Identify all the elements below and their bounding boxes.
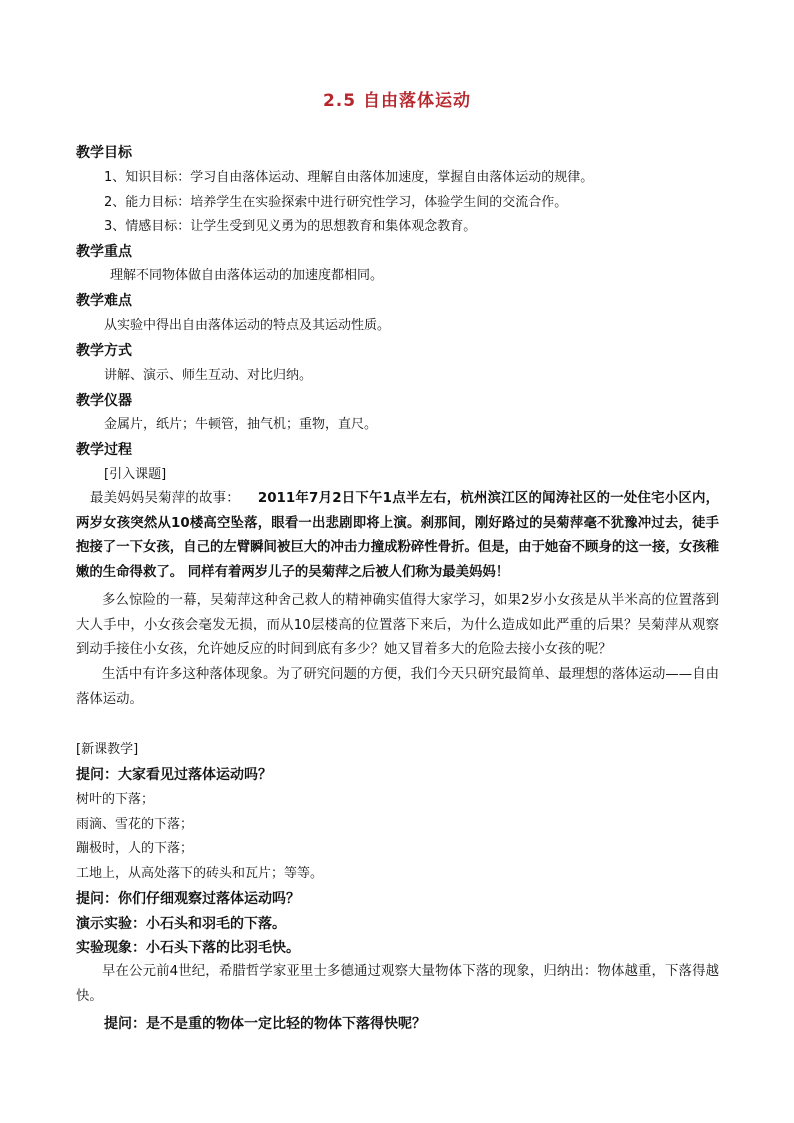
goal-item-emotion: 3、情感目标：让学生受到见义勇为的思想教育和集体观念教育。 xyxy=(104,219,477,234)
goal-item-ability: 2、能力目标：培养学生在实验探索中进行研究性学习，体验学生间的交流合作。 xyxy=(104,195,568,210)
intro-summary-paragraph: 生活中有许多这种落体现象。为了研究问题的方便，我们今天只研究最简单、最理想的落体运动——自由落体运动。 xyxy=(76,667,719,707)
experiment-phenomenon: 实验现象：小石头下落的比羽毛快。 xyxy=(76,940,300,956)
key-point-text: 理解不同物体做自由落体运动的加速度都相同。 xyxy=(110,268,384,283)
goals-heading: 教学目标 xyxy=(76,145,132,161)
page-title: 2.5 自由落体运动 xyxy=(322,91,472,111)
instruments-heading: 教学仪器 xyxy=(76,393,132,409)
story-bold: 2011年7月2日下午1点半左右，杭州滨江区的闻涛社区的一处住宅小区内，两岁女孩突然从10楼高空坠落，眼看一出悲剧即将上演。刹那间，刚好路过的吴菊萍毫不犹豫冲过去，徒手抱接了一下女孩，自己的左臂瞬间被巨大的冲击力撞成粉碎性骨折。但是，由于她奋不顾身的这一接，女孩稚嫩的生命得救了。 同样有着两岁儿子的吴菊萍之后被人们称为最美妈妈！ xyxy=(76,491,720,580)
example-leaves: 树叶的下落； xyxy=(76,792,155,807)
method-heading: 教学方式 xyxy=(76,343,132,359)
reflection-paragraph: 多么惊险的一幕，吴菊萍这种舍己救人的精神确实值得大家学习，如果2岁小女孩是从半米高的位置落到大人手中，小女孩会毫发无损，而从10层楼高的位置落下来后，为什么造成如此严重的后果？吴菊萍从观察到动手接住小女孩，允许她反应的时间到底有多少？她又冒着多大的危险去接小女孩的呢？ xyxy=(76,593,719,657)
instruments-text: 金属片，纸片；牛顿管，抽气机；重物，直尺。 xyxy=(104,417,378,432)
new-lesson-tag: [新课教学] xyxy=(76,742,139,757)
example-rain-snow: 雨滴、雪花的下落； xyxy=(76,817,194,832)
example-bricks: 工地上，从高处落下的砖头和瓦片；等等。 xyxy=(76,866,324,881)
demo-experiment: 演示实验：小石头和羽毛的下落。 xyxy=(76,916,286,932)
question-2: 提问：你们仔细观察过落体运动吗？ xyxy=(76,891,300,907)
question-3: 提问：是不是重的物体一定比轻的物体下落得快呢？ xyxy=(104,1016,426,1032)
aristotle-paragraph: 早在公元前4世纪，希腊哲学家亚里士多德通过观察大量物体下落的现象，归纳出：物体越重，下落得越快。 xyxy=(76,964,719,1004)
story-paragraph xyxy=(76,487,719,585)
key-point-heading: 教学重点 xyxy=(76,244,132,260)
story-lead: 最美妈妈吴菊萍的故事： xyxy=(90,491,240,506)
question-1: 提问：大家看见过落体运动吗？ xyxy=(76,767,272,783)
example-bungee: 蹦极时，人的下落； xyxy=(76,841,194,856)
process-heading: 教学过程 xyxy=(76,442,132,458)
difficulty-text: 从实验中得出自由落体运动的特点及其运动性质。 xyxy=(104,318,391,333)
method-text: 讲解、演示、师生互动、对比归纳。 xyxy=(104,368,313,383)
goal-item-knowledge: 1、知识目标：学习自由落体运动、理解自由落体加速度，掌握自由落体运动的规律。 xyxy=(104,170,594,185)
intro-tag: [引入课题] xyxy=(104,467,167,482)
difficulty-heading: 教学难点 xyxy=(76,293,132,309)
